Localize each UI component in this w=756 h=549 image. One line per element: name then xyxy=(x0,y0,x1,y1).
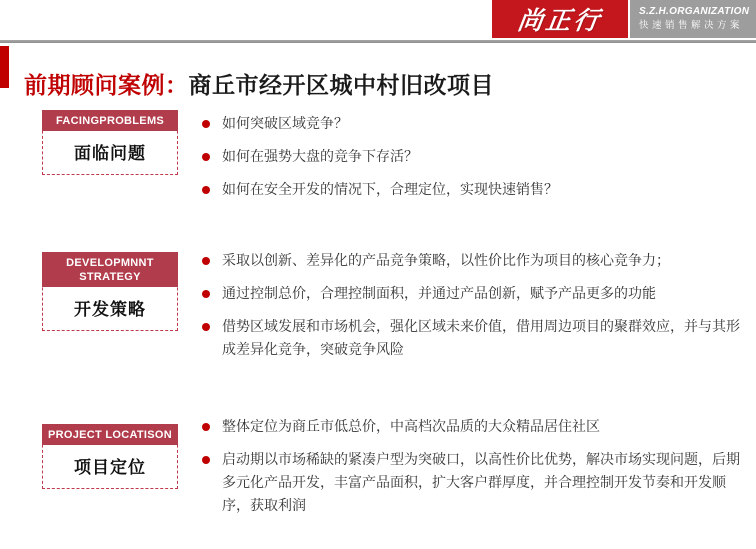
bullet-text: 如何突破区域竞争？ xyxy=(222,115,348,131)
bullet-icon xyxy=(202,186,210,194)
bullet-list xyxy=(200,415,752,527)
label-en: DEVELOPMNNT STRATEGY xyxy=(42,252,178,287)
list-item xyxy=(200,112,752,135)
org-banner xyxy=(630,0,756,38)
bullet-list xyxy=(200,249,752,371)
label-cn: 开发策略 xyxy=(74,300,146,319)
page-title xyxy=(24,67,494,100)
page-title-main: 商丘市经开区城中村旧改项目 xyxy=(188,72,494,99)
label-box-development-strategy xyxy=(42,252,178,331)
bullet-icon xyxy=(202,290,210,298)
label-en: PROJECT LOCATISON xyxy=(42,424,178,445)
bullet-icon xyxy=(202,456,210,464)
list-item xyxy=(200,415,752,438)
header xyxy=(0,0,756,38)
org-tagline: 快速销售解决方案 xyxy=(639,20,744,31)
bullet-text: 启动期以市场稀缺的紧凑户型为突破口，以高性价比优势，解决市场实现问题，后期多元化产品开发，丰富产品面积，扩大客户群厚度，并合理控制开发节奏和开发顺序，获取利润 xyxy=(222,451,740,513)
list-item xyxy=(200,448,752,517)
bullet-text: 如何在强势大盘的竞争下存活？ xyxy=(222,148,418,164)
page-title-prefix: 前期顾问案例： xyxy=(24,72,189,99)
bullet-icon xyxy=(202,423,210,431)
list-item xyxy=(200,282,752,305)
bullet-icon xyxy=(202,153,210,161)
list-item xyxy=(200,178,752,201)
label-box-facing-problems xyxy=(42,110,178,175)
bullet-text: 通过控制总价，合理控制面积，并通过产品创新，赋予产品更多的功能 xyxy=(222,285,656,301)
list-item xyxy=(200,315,752,361)
title-accent-bar xyxy=(0,46,9,88)
label-cn: 面临问题 xyxy=(74,144,146,163)
bullet-text: 借势区域发展和市场机会，强化区域未来价值，借用周边项目的聚群效应，并与其形成差异化竞争，突破竞争风险 xyxy=(222,318,740,357)
bullet-list xyxy=(200,112,752,211)
logo-text: 尚正行 xyxy=(515,7,604,35)
header-divider xyxy=(0,40,756,43)
bullet-icon xyxy=(202,257,210,265)
label-en: FACINGPROBLEMS xyxy=(42,110,178,131)
bullet-text: 如何在安全开发的情况下，合理定位，实现快速销售？ xyxy=(222,181,558,197)
org-name: S.Z.H.ORGANIZATION xyxy=(639,6,750,17)
bullet-text: 整体定位为商丘市低总价，中高档次品质的大众精品居住社区 xyxy=(222,418,600,434)
bullet-icon xyxy=(202,120,210,128)
label-box-project-location xyxy=(42,424,178,489)
label-cn: 项目定位 xyxy=(74,458,146,477)
bullet-icon xyxy=(202,323,210,331)
list-item xyxy=(200,145,752,168)
bullet-text: 采取以创新、差异化的产品竞争策略，以性价比作为项目的核心竞争力； xyxy=(222,252,670,268)
company-logo xyxy=(492,0,628,38)
list-item xyxy=(200,249,752,272)
